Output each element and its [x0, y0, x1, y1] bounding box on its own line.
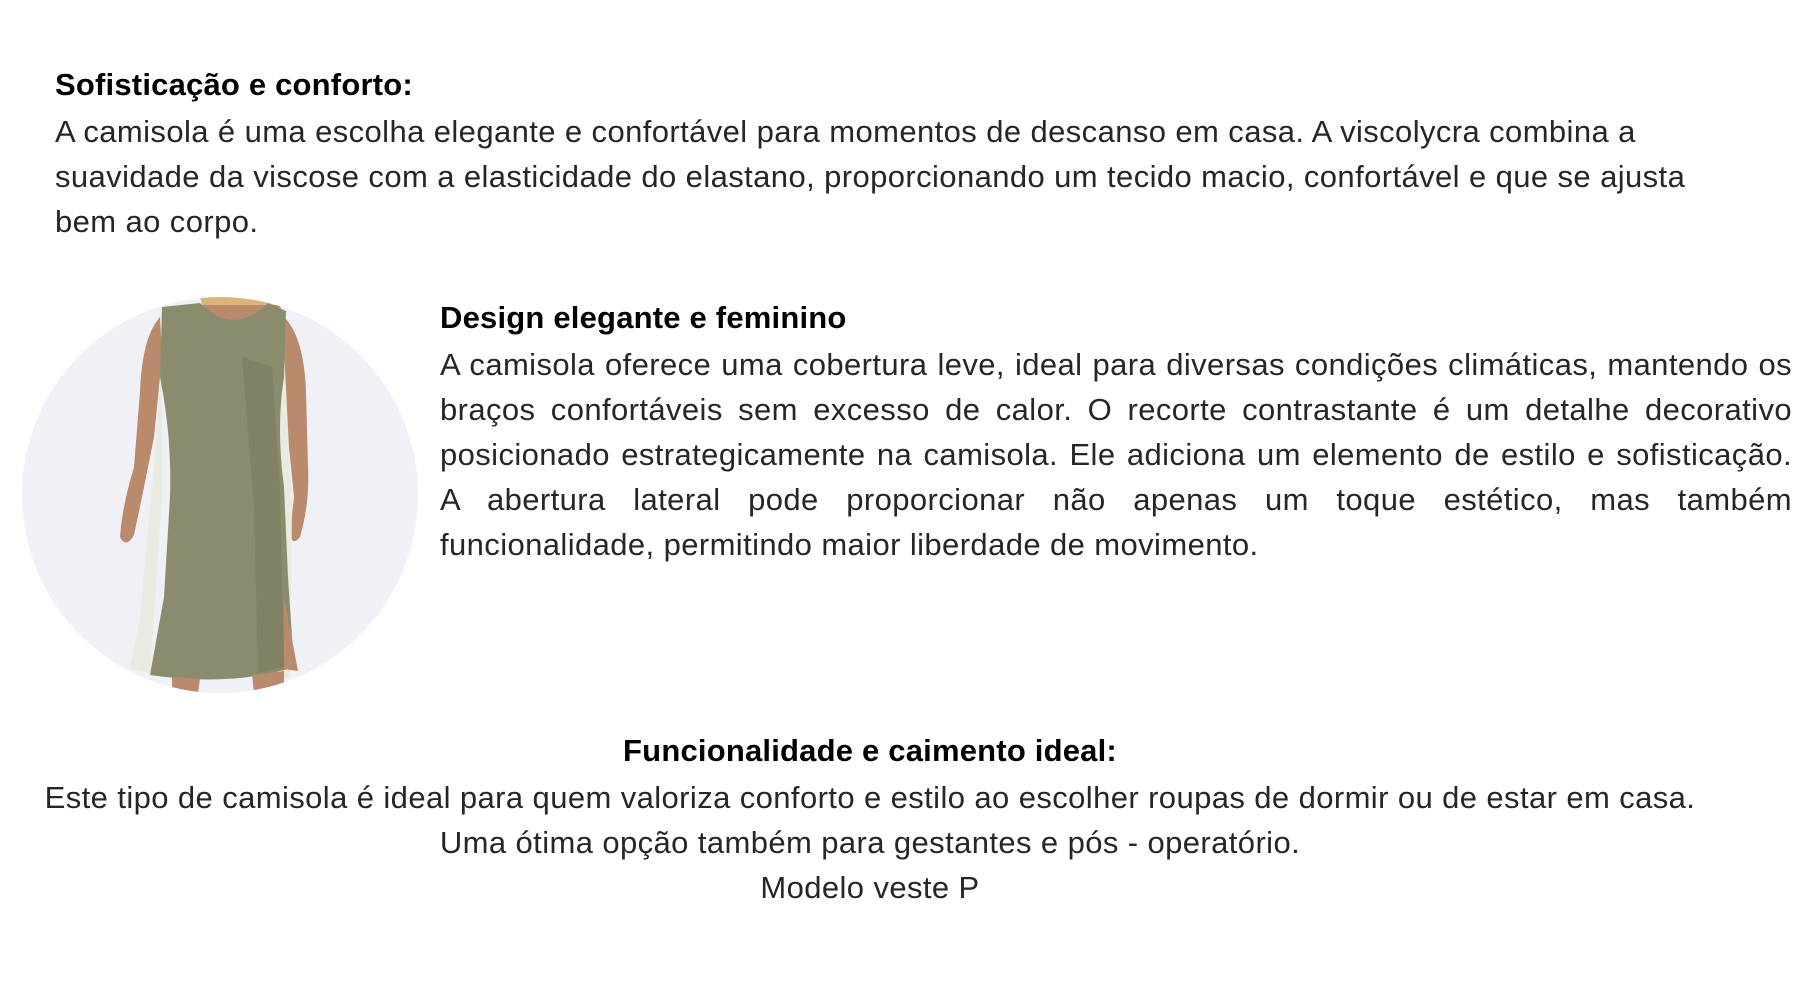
model-size-note: Modelo veste P	[760, 870, 980, 905]
section-design	[440, 297, 1792, 567]
product-photo	[22, 297, 418, 693]
section-function-line-2: Uma ótima opção também para gestantes e pós - operatório.	[439, 825, 1301, 860]
model-dress-illustration	[22, 297, 418, 693]
section-design-heading: Design elegante e feminino	[440, 300, 847, 335]
section-function	[0, 730, 1740, 910]
section-design-body: A camisola oferece uma cobertura leve, ideal para diversas condições climáticas, mantendo os braços confortáveis sem excesso de calor. O recorte contrastante é um detalhe decorativo posicionado estrategicamente na camisola. Ele adiciona um elemento de estilo e sofisticação. A abertura lateral pode proporcionar não apenas um toque estético, mas também funcionalidade, permitindo maior liberdade de movimento.	[440, 347, 1792, 562]
section-comfort	[55, 64, 1715, 244]
section-function-heading: Funcionalidade e caimento ideal:	[623, 733, 1117, 768]
section-function-line-1: Este tipo de camisola é ideal para quem valoriza conforto e estilo ao escolher roupas de dormir ou de estar em casa.	[44, 780, 1696, 815]
section-comfort-heading: Sofisticação e conforto:	[55, 67, 413, 102]
leg-left	[172, 677, 200, 693]
section-function-body	[0, 775, 1740, 910]
section-comfort-body: A camisola é uma escolha elegante e confortável para momentos de descanso em casa. A viscolycra combina a suavidade da viscose com a elasticidade do elastano, proporcionando um tecido macio, confortável e que se ajusta bem ao corpo.	[55, 114, 1686, 239]
